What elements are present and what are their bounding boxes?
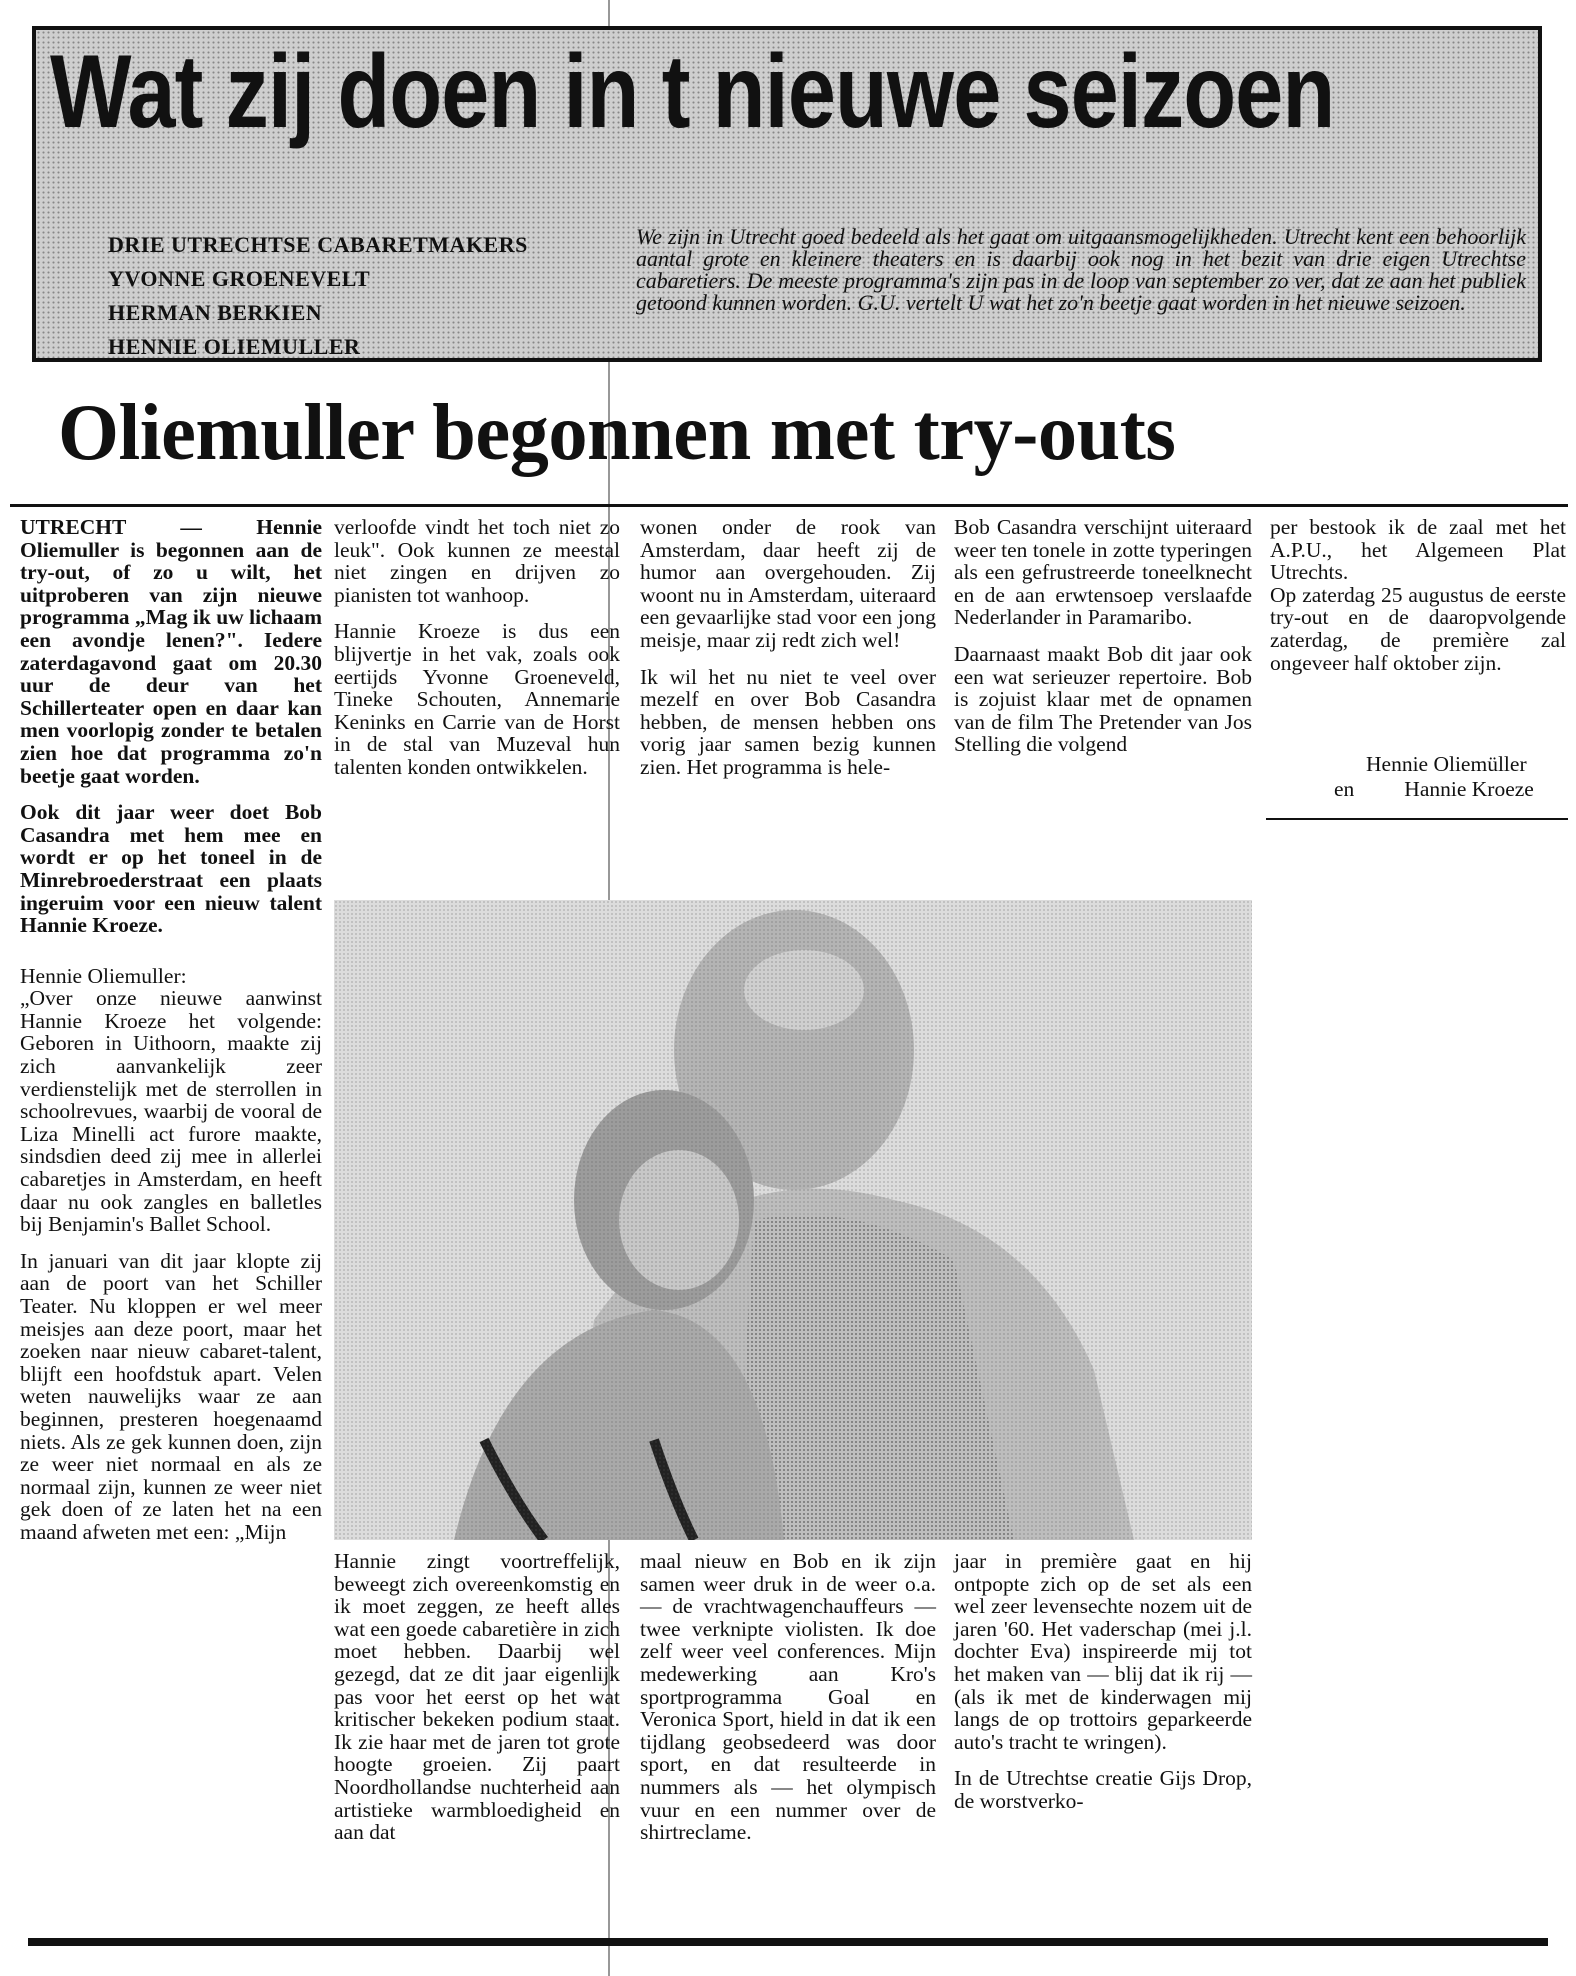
paragraph: Hannie zingt voortreffelijk, beweegt zich overeenkomstig en ik moet zeggen, ze heeft alles wat een goede cabaretière in zich moet hebben. Daarbij wel gezegd, dat ze dit jaar eigenlijk pas voor het eerst op het wat kritischer bekeken podium staat. Ik zie haar met de jaren tot grote hoogte groeien. Zij paart Noordhollandse nuchterheid aan artistieke warmbloedigheid en aan dat: [334, 1549, 620, 1845]
article-headline: Oliemuller begonnen met try-outs: [58, 389, 1176, 477]
quote-intro: Hennie Oliemuller:: [20, 963, 187, 988]
article-column-5: [1270, 516, 1566, 688]
names-heading: DRIE UTRECHTSE CABARETMAKERS: [108, 232, 528, 257]
article-column-2-top: [334, 516, 620, 793]
signature-and: en: [1334, 777, 1355, 801]
page-bottom-rule: [28, 1938, 1548, 1946]
name-yvonne: YVONNE GROENEVELT: [108, 266, 371, 291]
banner-title: Wat zij doen in t nieuwe seizoen: [50, 34, 1335, 150]
article-column-3-bottom: [640, 1550, 936, 1858]
article-column-4-bottom: [954, 1550, 1252, 1827]
name-hennie: HENNIE OLIEMULLER: [108, 334, 361, 359]
banner-intro: We zijn in Utrecht goed bedeeld als het gaat om uitgaansmogelijkheden. Utrecht kent een behoorlijk aantal grote en kleinere theaters en is daarbij ook nog in het bezit van drie eigen Utrechtse cabaretiers. De meeste programma's zijn pas in de loop van september zo ver, dat ze aan het publiek getoond kunnen worden. G.U. vertelt U wat het zo'n beetje gaat worden in het nieuwe seizoen.: [636, 224, 1526, 315]
article-column-4-top: [954, 516, 1252, 770]
signature-name-1: Hennie Oliemüller: [1366, 752, 1527, 776]
paragraph: verloofde vindt het toch niet zo leuk". Ook kunnen ze meestal niet zingen en drijven zo pianisten tot wanhoop.: [334, 515, 620, 607]
article-column-3-top: [640, 516, 936, 793]
paragraph: Op zaterdag 25 augustus de eerste try-out en de daaropvolgende zaterdag, de première zal ongeveer half oktober zijn.: [1270, 582, 1566, 675]
paragraph: maal nieuw en Bob en ik zijn samen weer druk in de weer o.a. — de vrachtwagenchauffeurs — twee verknipte violisten. Ik doe zelf weer veel conferences. Mijn medewerking aan Kro's sportprogramma Goal en Veronica Sport, hield in dat ik een tijdlang geobsedeerd was door sport, en dat resulteerde in nummers als — het olympisch vuur en een nummer over de shirtreclame.: [640, 1549, 936, 1845]
paragraph: per bestook ik de zaal met het A.P.U., het Algemeen Plat Utrechts.: [1270, 515, 1566, 585]
headline-rule: [10, 504, 1568, 507]
header-banner: [32, 26, 1542, 362]
cabaret-makers-list: [108, 228, 528, 364]
name-herman: HERMAN BERKIEN: [108, 300, 323, 325]
paragraph: jaar in première gaat en hij ontpopte zich op de set als een wel zeer levensechte nozem uit de jaren '60. Het vaderschap (mei j.l. dochter Eva) inspireerde mij tot het maken van — blij dat ik rij — (als ik met de kinderwagen mij langs de op trottoirs geparkeerde auto's tracht te wringen).: [954, 1549, 1252, 1754]
paragraph: Bob Casandra verschijnt uiteraard weer ten tonele in zotte typeringen als een gefrustreerde toneelknecht en de aan erwtensoep verslaafde Nederlander in Paramaribo.: [954, 515, 1252, 630]
paragraph: Hannie Kroeze is dus een blijvertje in het vak, zoals ook eertijds Yvonne Groeneveld, Tineke Schouten, Annemarie Keninks en Carrie van de Horst in de stal van Muzeval hun talenten konden ontwikkelen.: [334, 619, 620, 779]
paragraph: wonen onder de rook van Amsterdam, daar heeft zij de humor aan overgehouden. Zij woont nu in Amsterdam, uiteraard een gevaarlijke stad voor een jong meisje, maar zij redt zich wel!: [640, 515, 936, 652]
paragraph: Ik wil het nu niet te veel over mezelf en over Bob Casandra hebben, de mensen hebben ons vorig jaar samen bezig kunnen zien. Het programma is hele-: [640, 664, 936, 779]
author-signature: [1270, 752, 1570, 802]
article-column-1: [20, 516, 322, 1558]
paragraph: In de Utrechtse creatie Gijs Drop, de worstverko-: [954, 1766, 1252, 1813]
article-photo: [334, 900, 1252, 1540]
signature-name-2: Hannie Kroeze: [1404, 777, 1534, 801]
paragraph: „Over onze nieuwe aanwinst Hannie Kroeze het volgende: Geboren in Uithoorn, maakte zij zich aanvankelijk zeer verdienstelijk met de sterrollen in schoolrevues, waarbij de vooral de Liza Minelli act furore maakte, sindsdien deed zij mee in allerlei cabaretjes in Amsterdam, en heeft daar nu ook zangles en balletles bij Benjamin's Ballet School.: [20, 986, 322, 1237]
lead-paragraph: UTRECHT — Hennie Oliemuller is begonnen aan de try-out, of zo u wilt, het uitproberen van zijn nieuwe programma „Mag ik uw lichaam een avondje lenen?". Iedere zaterdagavond gaat om 20.30 uur de deur van het Schillerteater open en daar kan men voorlopig zonder te betalen zien hoe dat programma zo'n beetje gaat worden.: [20, 515, 322, 788]
signature-rule: [1266, 818, 1568, 820]
paragraph: Daarnaast maakt Bob dit jaar ook een wat serieuzer repertoire. Bob is zojuist klaar met de opnamen van de film The Pretender van Jos Stelling die volgend: [954, 641, 1252, 757]
paragraph: Ook dit jaar weer doet Bob Casandra met hem mee en wordt er op het toneel in de Minrebroederstraat een plaats ingeruim voor een nieuw talent Hannie Kroeze.: [20, 800, 322, 938]
article-column-2-bottom: [334, 1550, 620, 1858]
paragraph: In januari van dit jaar klopte zij aan de poort van het Schiller Teater. Nu kloppen er wel meer meisjes aan deze poort, maar het zoeken naar nieuw cabaret-talent, blijft een hoofdstuk apart. Velen weten nauwelijks waar ze aan beginnen, presteren hoegenaamd niets. Als ze gek kunnen doen, zijn ze weer niet normaal en als ze normaal zijn, kunnen ze weer niet gek doen of ze laten het na een maand afweten met een: „Mijn: [20, 1248, 322, 1544]
photo-image: [334, 900, 1252, 1540]
